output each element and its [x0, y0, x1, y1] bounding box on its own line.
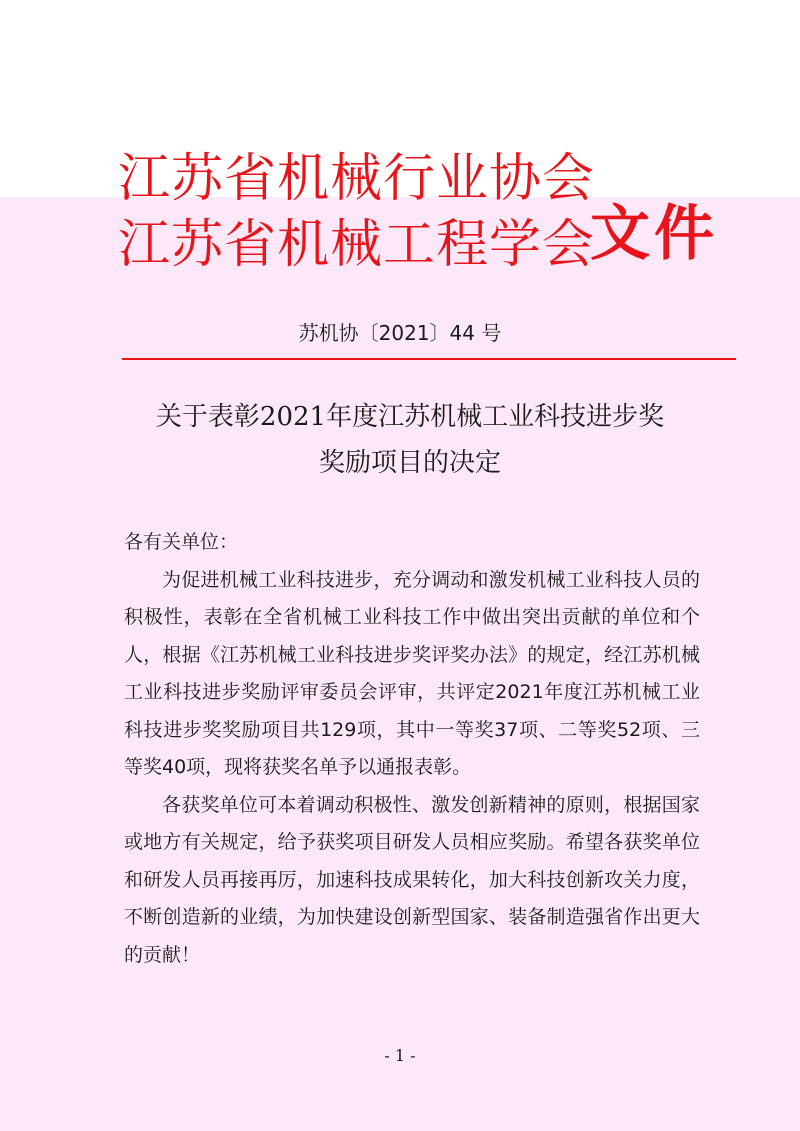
salutation: 各有关单位： — [124, 531, 239, 553]
org-name-2: 江苏省机械工程学会 — [118, 215, 596, 275]
issuing-organizations — [118, 146, 595, 278]
document-title — [110, 394, 710, 486]
org-name-1: 江苏省机械行业协会 — [118, 149, 596, 209]
document-number: 苏机协〔2021〕44 号 — [298, 321, 502, 345]
document-type-label: 文件 — [590, 199, 718, 269]
document-body — [124, 524, 700, 974]
title-line-1: 关于表彰2021年度江苏机械工业科技进步奖 — [155, 402, 665, 432]
page-number: - 1 - — [384, 1046, 416, 1065]
title-line-2: 奖励项目的决定 — [318, 448, 501, 478]
header-divider — [122, 358, 736, 360]
body-paragraph-2: 各获奖单位可本着调动积极性、激发创新精神的原则，根据国家或地方有关规定，给予获奖项目研发人员相应奖励。希望各获奖单位和研发人员再接再厉，加速科技成果转化，加大科技创新攻关力度，不断创造新的业绩，为加快建设创新型国家、装备制造强省作出更大的贡献！ — [124, 793, 700, 966]
body-paragraph-1: 为促进机械工业科技进步，充分调动和激发机械工业科技人员的积极性，表彰在全省机械工业科技工作中做出突出贡献的单位和个人，根据《江苏机械工业科技进步奖评奖办法》的规定，经江苏机械工业科技进步奖励评审委员会评审，共评定2021年度江苏机械工业科技进步奖奖励项目共129项，其中一等奖37项、二等奖52项、三等奖40项，现将获奖名单予以通报表彰。 — [124, 568, 700, 778]
